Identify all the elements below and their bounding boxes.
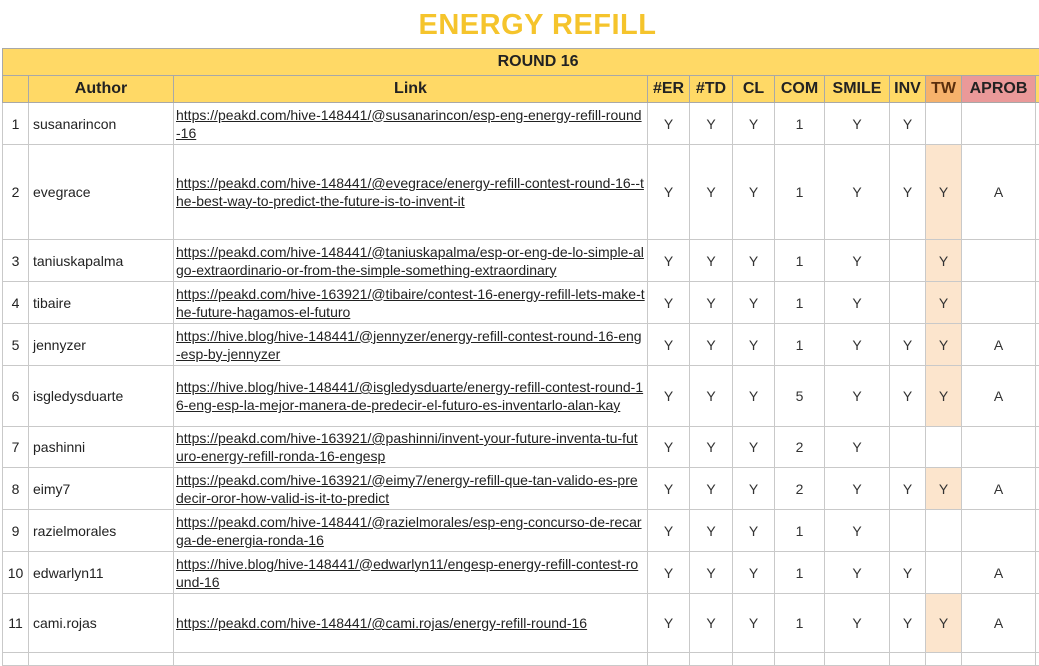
table-row bbox=[3, 468, 1039, 510]
table-row bbox=[3, 366, 1039, 427]
inv-cell[interactable]: Y bbox=[890, 145, 926, 240]
table-row bbox=[3, 594, 1039, 653]
com-cell[interactable]: 1 bbox=[775, 324, 825, 366]
table-row bbox=[3, 552, 1039, 594]
empty-cell[interactable] bbox=[648, 653, 690, 666]
smile-cell[interactable]: Y bbox=[825, 282, 890, 324]
aprob-cell[interactable] bbox=[962, 103, 1036, 145]
row-number[interactable]: 2 bbox=[3, 145, 29, 240]
smile-cell[interactable]: Y bbox=[825, 427, 890, 468]
submissions-table bbox=[2, 48, 1039, 666]
header-num[interactable] bbox=[3, 76, 29, 103]
row-number[interactable]: 4 bbox=[3, 282, 29, 324]
tw-cell[interactable]: Y bbox=[926, 282, 962, 324]
inv-cell[interactable] bbox=[890, 427, 926, 468]
cl-cell[interactable]: Y bbox=[733, 103, 775, 145]
td-cell[interactable]: Y bbox=[690, 103, 733, 145]
inv-cell[interactable]: Y bbox=[890, 468, 926, 510]
smile-cell[interactable]: Y bbox=[825, 594, 890, 653]
author-cell[interactable]: tibaire bbox=[29, 282, 174, 324]
inv-cell[interactable]: Y bbox=[890, 552, 926, 594]
inv-cell[interactable]: Y bbox=[890, 366, 926, 427]
com-cell[interactable]: 1 bbox=[775, 240, 825, 282]
empty-cell[interactable] bbox=[825, 653, 890, 666]
aprob-cell[interactable]: A bbox=[962, 468, 1036, 510]
author-cell[interactable]: pashinni bbox=[29, 427, 174, 468]
cl-cell[interactable]: Y bbox=[733, 240, 775, 282]
aprob-cell[interactable]: A bbox=[962, 145, 1036, 240]
smile-cell[interactable]: Y bbox=[825, 468, 890, 510]
td-cell[interactable]: Y bbox=[690, 324, 733, 366]
extra-cell[interactable] bbox=[1036, 366, 1039, 427]
post-link[interactable]: https://peakd.com/hive-148441/@cami.rojas/energy-refill-round-16 bbox=[176, 615, 587, 631]
aprob-cell[interactable] bbox=[962, 427, 1036, 468]
table-row bbox=[3, 427, 1039, 468]
table-row bbox=[3, 240, 1039, 282]
empty-cell[interactable] bbox=[690, 653, 733, 666]
td-cell[interactable]: Y bbox=[690, 145, 733, 240]
inv-cell[interactable]: Y bbox=[890, 594, 926, 653]
header-extra[interactable] bbox=[1036, 76, 1039, 103]
com-cell[interactable]: 1 bbox=[775, 552, 825, 594]
empty-cell[interactable] bbox=[3, 653, 29, 666]
smile-cell[interactable]: Y bbox=[825, 324, 890, 366]
er-cell[interactable]: Y bbox=[648, 324, 690, 366]
com-cell[interactable]: 1 bbox=[775, 145, 825, 240]
er-cell[interactable]: Y bbox=[648, 366, 690, 427]
post-link[interactable]: https://peakd.com/hive-163921/@pashinni/invent-your-future-inventa-tu-futuro-energy-refill-ronda-16-engesp bbox=[176, 430, 638, 464]
smile-cell[interactable]: Y bbox=[825, 552, 890, 594]
aprob-cell[interactable]: A bbox=[962, 324, 1036, 366]
td-cell[interactable]: Y bbox=[690, 594, 733, 653]
link-cell[interactable] bbox=[174, 282, 648, 324]
td-cell[interactable]: Y bbox=[690, 427, 733, 468]
tw-cell[interactable] bbox=[926, 427, 962, 468]
aprob-cell[interactable] bbox=[962, 282, 1036, 324]
tw-cell[interactable] bbox=[926, 103, 962, 145]
empty-cell[interactable] bbox=[1036, 653, 1039, 666]
author-cell[interactable]: susanarincon bbox=[29, 103, 174, 145]
tw-cell[interactable] bbox=[926, 552, 962, 594]
aprob-cell[interactable] bbox=[962, 240, 1036, 282]
header-inv[interactable]: INV bbox=[890, 76, 926, 103]
row-number[interactable]: 11 bbox=[3, 594, 29, 653]
smile-cell[interactable]: Y bbox=[825, 103, 890, 145]
extra-cell[interactable] bbox=[1036, 103, 1039, 145]
td-cell[interactable]: Y bbox=[690, 282, 733, 324]
td-cell[interactable]: Y bbox=[690, 366, 733, 427]
extra-cell[interactable] bbox=[1036, 240, 1039, 282]
tw-cell[interactable]: Y bbox=[926, 324, 962, 366]
com-cell[interactable]: 1 bbox=[775, 103, 825, 145]
header-com[interactable]: COM bbox=[775, 76, 825, 103]
link-cell[interactable] bbox=[174, 145, 648, 240]
table-row bbox=[3, 282, 1039, 324]
tw-cell[interactable]: Y bbox=[926, 145, 962, 240]
post-link[interactable]: https://peakd.com/hive-148441/@susanarincon/esp-eng-energy-refill-round-16 bbox=[176, 107, 642, 141]
row-number[interactable]: 8 bbox=[3, 468, 29, 510]
extra-cell[interactable] bbox=[1036, 324, 1039, 366]
post-link[interactable]: https://peakd.com/hive-148441/@evegrace/energy-refill-contest-round-16--the-best-way-to-predict-the-future-is-to-invent-it bbox=[176, 175, 644, 209]
empty-cell[interactable] bbox=[29, 653, 174, 666]
row-number[interactable]: 1 bbox=[3, 103, 29, 145]
cl-cell[interactable]: Y bbox=[733, 145, 775, 240]
tw-cell[interactable]: Y bbox=[926, 468, 962, 510]
smile-cell[interactable]: Y bbox=[825, 145, 890, 240]
cl-cell[interactable]: Y bbox=[733, 552, 775, 594]
cl-cell[interactable]: Y bbox=[733, 510, 775, 552]
er-cell[interactable]: Y bbox=[648, 510, 690, 552]
er-cell[interactable]: Y bbox=[648, 552, 690, 594]
tw-cell[interactable]: Y bbox=[926, 366, 962, 427]
header-cl[interactable]: CL bbox=[733, 76, 775, 103]
com-cell[interactable]: 5 bbox=[775, 366, 825, 427]
row-number[interactable]: 10 bbox=[3, 552, 29, 594]
link-cell[interactable] bbox=[174, 510, 648, 552]
extra-cell[interactable] bbox=[1036, 594, 1039, 653]
td-cell[interactable]: Y bbox=[690, 240, 733, 282]
smile-cell[interactable]: Y bbox=[825, 366, 890, 427]
td-cell[interactable]: Y bbox=[690, 510, 733, 552]
aprob-cell[interactable] bbox=[962, 510, 1036, 552]
cl-cell[interactable]: Y bbox=[733, 366, 775, 427]
er-cell[interactable]: Y bbox=[648, 145, 690, 240]
extra-cell[interactable] bbox=[1036, 510, 1039, 552]
row-number[interactable]: 5 bbox=[3, 324, 29, 366]
post-link[interactable]: https://hive.blog/hive-148441/@jennyzer/energy-refill-contest-round-16-eng-esp-by-jennyzer bbox=[176, 328, 642, 362]
post-link[interactable]: https://hive.blog/hive-148441/@isgledysduarte/energy-refill-contest-round-16-eng-esp-la-mejor-manera-de-predecir-el-futuro-es-inventarlo-alan-kay bbox=[176, 379, 643, 413]
td-cell[interactable]: Y bbox=[690, 468, 733, 510]
cl-cell[interactable]: Y bbox=[733, 427, 775, 468]
cl-cell[interactable]: Y bbox=[733, 468, 775, 510]
empty-cell[interactable] bbox=[733, 653, 775, 666]
tw-cell[interactable]: Y bbox=[926, 240, 962, 282]
er-cell[interactable]: Y bbox=[648, 103, 690, 145]
header-tw[interactable]: TW bbox=[926, 76, 962, 103]
com-cell[interactable]: 1 bbox=[775, 510, 825, 552]
link-cell[interactable] bbox=[174, 427, 648, 468]
table-row bbox=[3, 103, 1039, 145]
author-cell[interactable]: evegrace bbox=[29, 145, 174, 240]
author-cell[interactable]: isgledysduarte bbox=[29, 366, 174, 427]
empty-cell[interactable] bbox=[174, 653, 648, 666]
author-cell[interactable]: eimy7 bbox=[29, 468, 174, 510]
inv-cell[interactable]: Y bbox=[890, 324, 926, 366]
header-er[interactable]: #ER bbox=[648, 76, 690, 103]
post-link[interactable]: https://peakd.com/hive-148441/@razielmorales/esp-eng-concurso-de-recarga-de-energia-ronda-16 bbox=[176, 514, 642, 548]
column-header-row bbox=[3, 76, 1039, 103]
link-cell[interactable] bbox=[174, 594, 648, 653]
post-link[interactable]: https://peakd.com/hive-148441/@taniuskapalma/esp-or-eng-de-lo-simple-algo-extraordinario-or-from-the-simple-something-extraordinary bbox=[176, 244, 644, 278]
aprob-cell[interactable]: A bbox=[962, 366, 1036, 427]
cl-cell[interactable]: Y bbox=[733, 282, 775, 324]
link-cell[interactable] bbox=[174, 366, 648, 427]
header-smile[interactable]: SMILE bbox=[825, 76, 890, 103]
er-cell[interactable]: Y bbox=[648, 594, 690, 653]
post-link[interactable]: https://peakd.com/hive-163921/@eimy7/energy-refill-que-tan-valido-es-predecir-oror-how-valid-is-it-to-predict bbox=[176, 472, 638, 506]
post-link[interactable]: https://hive.blog/hive-148441/@edwarlyn11/engesp-energy-refill-contest-round-16 bbox=[176, 556, 638, 590]
com-cell[interactable]: 2 bbox=[775, 427, 825, 468]
header-author[interactable]: Author bbox=[29, 76, 174, 103]
link-cell[interactable] bbox=[174, 103, 648, 145]
aprob-cell[interactable]: A bbox=[962, 552, 1036, 594]
extra-cell[interactable] bbox=[1036, 145, 1039, 240]
td-cell[interactable]: Y bbox=[690, 552, 733, 594]
table-row bbox=[3, 324, 1039, 366]
er-cell[interactable]: Y bbox=[648, 468, 690, 510]
com-cell[interactable]: 1 bbox=[775, 282, 825, 324]
author-cell[interactable]: cami.rojas bbox=[29, 594, 174, 653]
author-cell[interactable]: edwarlyn11 bbox=[29, 552, 174, 594]
post-link[interactable]: https://peakd.com/hive-163921/@tibaire/contest-16-energy-refill-lets-make-the-future-hagamos-el-futuro bbox=[176, 286, 645, 320]
author-cell[interactable]: jennyzer bbox=[29, 324, 174, 366]
inv-cell[interactable] bbox=[890, 282, 926, 324]
extra-cell[interactable] bbox=[1036, 552, 1039, 594]
link-cell[interactable] bbox=[174, 324, 648, 366]
empty-cell[interactable] bbox=[962, 653, 1036, 666]
empty-cell[interactable] bbox=[890, 653, 926, 666]
com-cell[interactable]: 1 bbox=[775, 594, 825, 653]
author-cell[interactable]: taniuskapalma bbox=[29, 240, 174, 282]
author-cell[interactable]: razielmorales bbox=[29, 510, 174, 552]
empty-cell[interactable] bbox=[926, 653, 962, 666]
row-number[interactable]: 3 bbox=[3, 240, 29, 282]
smile-cell[interactable]: Y bbox=[825, 240, 890, 282]
link-cell[interactable] bbox=[174, 468, 648, 510]
cl-cell[interactable]: Y bbox=[733, 324, 775, 366]
link-cell[interactable] bbox=[174, 240, 648, 282]
cl-cell[interactable]: Y bbox=[733, 594, 775, 653]
round-label[interactable]: ROUND 16 bbox=[3, 49, 1039, 76]
row-number[interactable]: 7 bbox=[3, 427, 29, 468]
smile-cell[interactable]: Y bbox=[825, 510, 890, 552]
header-link[interactable]: Link bbox=[174, 76, 648, 103]
row-number[interactable]: 9 bbox=[3, 510, 29, 552]
header-td[interactable]: #TD bbox=[690, 76, 733, 103]
table-row bbox=[3, 653, 1039, 666]
inv-cell[interactable] bbox=[890, 510, 926, 552]
inv-cell[interactable] bbox=[890, 240, 926, 282]
table-row bbox=[3, 510, 1039, 552]
er-cell[interactable]: Y bbox=[648, 282, 690, 324]
table-row bbox=[3, 145, 1039, 240]
round-header-row bbox=[3, 49, 1039, 76]
aprob-cell[interactable]: A bbox=[962, 594, 1036, 653]
er-cell[interactable]: Y bbox=[648, 427, 690, 468]
link-cell[interactable] bbox=[174, 552, 648, 594]
tw-cell[interactable]: Y bbox=[926, 594, 962, 653]
extra-cell[interactable] bbox=[1036, 427, 1039, 468]
extra-cell[interactable] bbox=[1036, 282, 1039, 324]
row-number[interactable]: 6 bbox=[3, 366, 29, 427]
tw-cell[interactable] bbox=[926, 510, 962, 552]
com-cell[interactable]: 2 bbox=[775, 468, 825, 510]
extra-cell[interactable] bbox=[1036, 468, 1039, 510]
empty-cell[interactable] bbox=[775, 653, 825, 666]
header-aprob[interactable]: APROB bbox=[962, 76, 1036, 103]
er-cell[interactable]: Y bbox=[648, 240, 690, 282]
sheet-title: ENERGY REFILL bbox=[0, 0, 1039, 48]
inv-cell[interactable]: Y bbox=[890, 103, 926, 145]
